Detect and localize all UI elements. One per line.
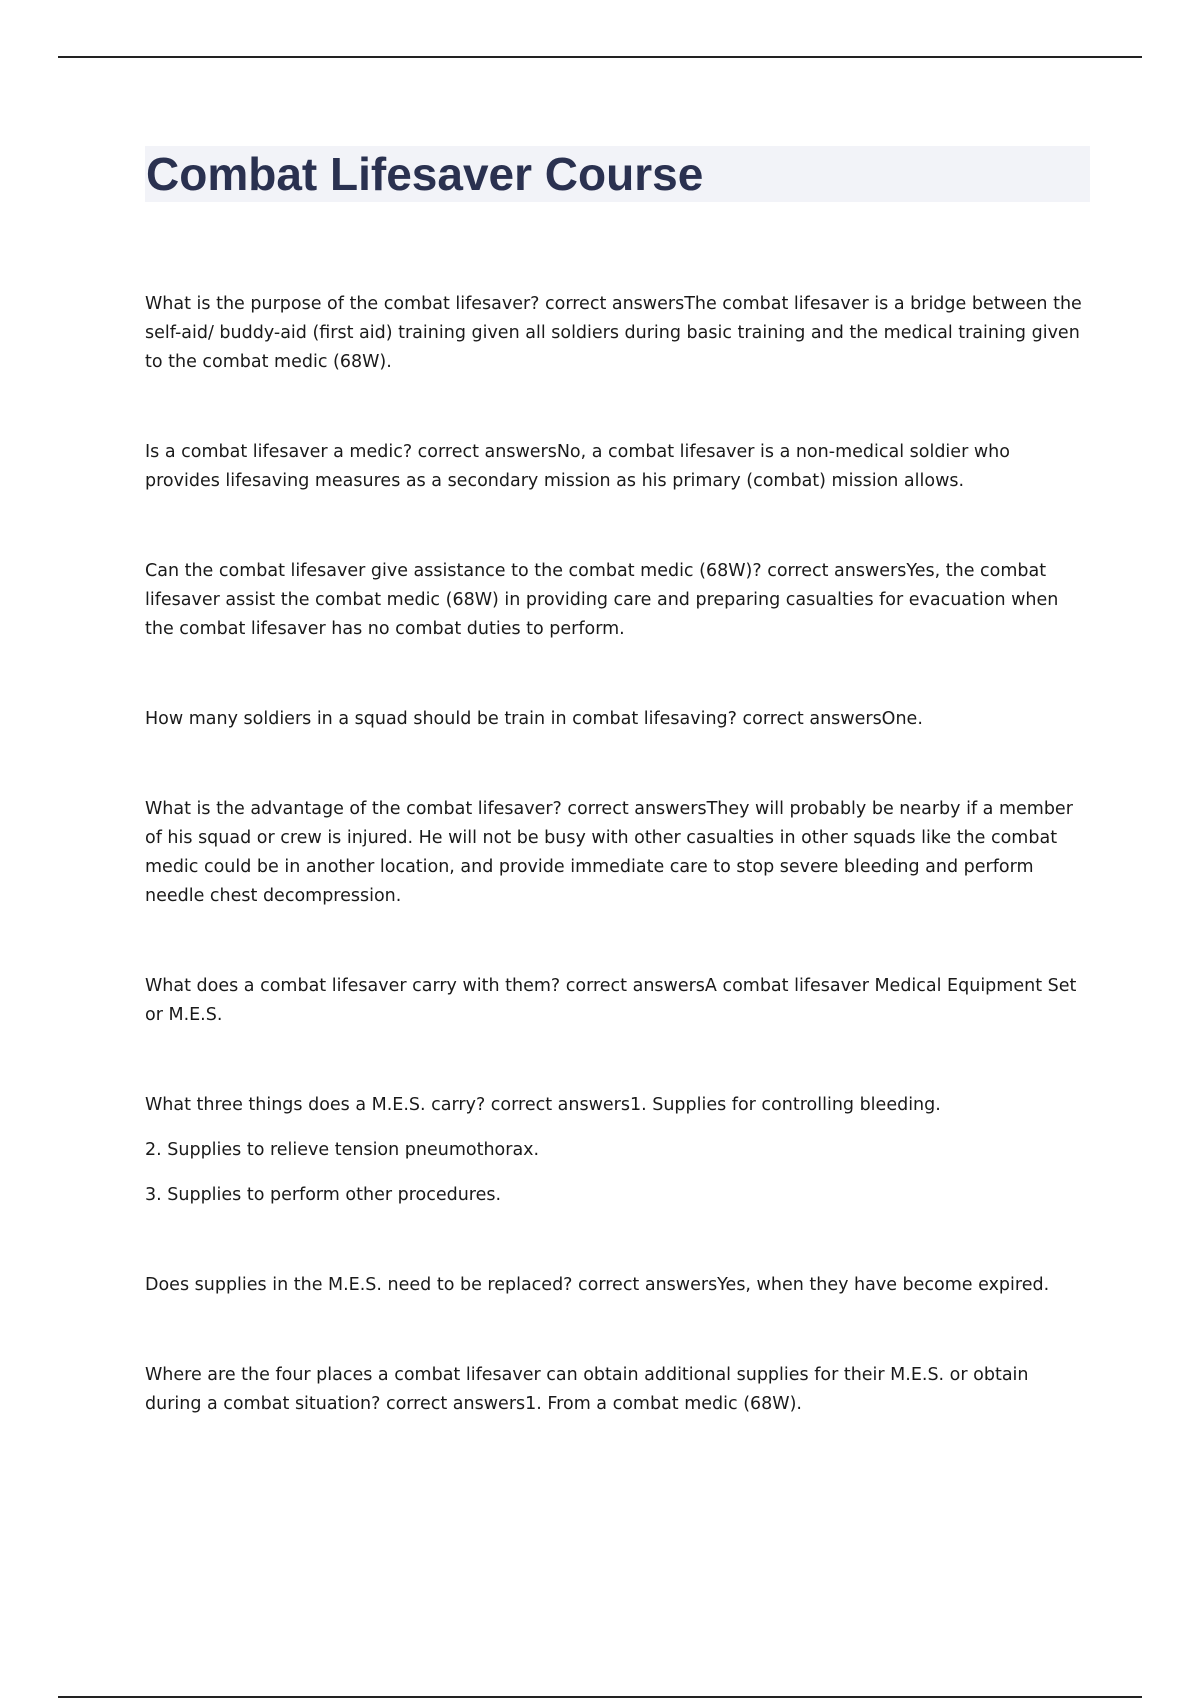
qa-text: Does supplies in the M.E.S. need to be replaced? correct answersYes, when they have become expired. [145, 1275, 1050, 1295]
qa-entry [145, 438, 1090, 496]
qa-entry [145, 705, 1090, 734]
qa-entry [145, 795, 1090, 911]
qa-text: What does a combat lifesaver carry with them? correct answersA combat lifesaver Medical Equipment Set or M.E.S. [145, 976, 1077, 1025]
qa-entry [145, 972, 1090, 1030]
qa-text: What three things does a M.E.S. carry? correct answers1. Supplies for controlling bleeding. [145, 1095, 941, 1115]
page-title: Combat Lifesaver Course [146, 148, 704, 200]
qa-entry [145, 1091, 1090, 1210]
page-bottom-rule [58, 1696, 1142, 1698]
qa-entry [145, 290, 1090, 377]
qa-list [145, 290, 1090, 1480]
qa-entry [145, 1361, 1090, 1419]
qa-text: How many soldiers in a squad should be train in combat lifesaving? correct answersOne. [145, 709, 923, 729]
page-top-rule [58, 56, 1142, 58]
qa-text: Where are the four places a combat lifesaver can obtain additional supplies for their M.E.S. or obtain during a combat situation? correct answers1. From a combat medic (68W). [145, 1365, 1029, 1414]
qa-text: What is the purpose of the combat lifesaver? correct answersThe combat lifesaver is a bridge between the self-aid/ buddy-aid (first aid) training given all soldiers during basic training and the medical training given to the combat medic (68W). [145, 294, 1082, 372]
qa-entry [145, 1271, 1090, 1300]
qa-text: Can the combat lifesaver give assistance to the combat medic (68W)? correct answersYes, the combat lifesaver assist the combat medic (68W) in providing care and preparing casualties for evacuation when the combat lifesaver has no combat duties to perform. [145, 561, 1059, 639]
qa-entry [145, 557, 1090, 644]
qa-list-item: 3. Supplies to perform other procedures. [145, 1185, 502, 1205]
qa-list-item: 2. Supplies to relieve tension pneumothorax. [145, 1140, 540, 1160]
qa-text: What is the advantage of the combat lifesaver? correct answersThey will probably be nearby if a member of his squad or crew is injured. He will not be busy with other casualties in other squads like the combat medic could be in another location, and provide immediate care to stop severe bleeding and perform needle chest decompression. [145, 799, 1073, 906]
qa-text: Is a combat lifesaver a medic? correct answersNo, a combat lifesaver is a non-medical soldier who provides lifesaving measures as a secondary mission as his primary (combat) mission allows. [145, 442, 1010, 491]
